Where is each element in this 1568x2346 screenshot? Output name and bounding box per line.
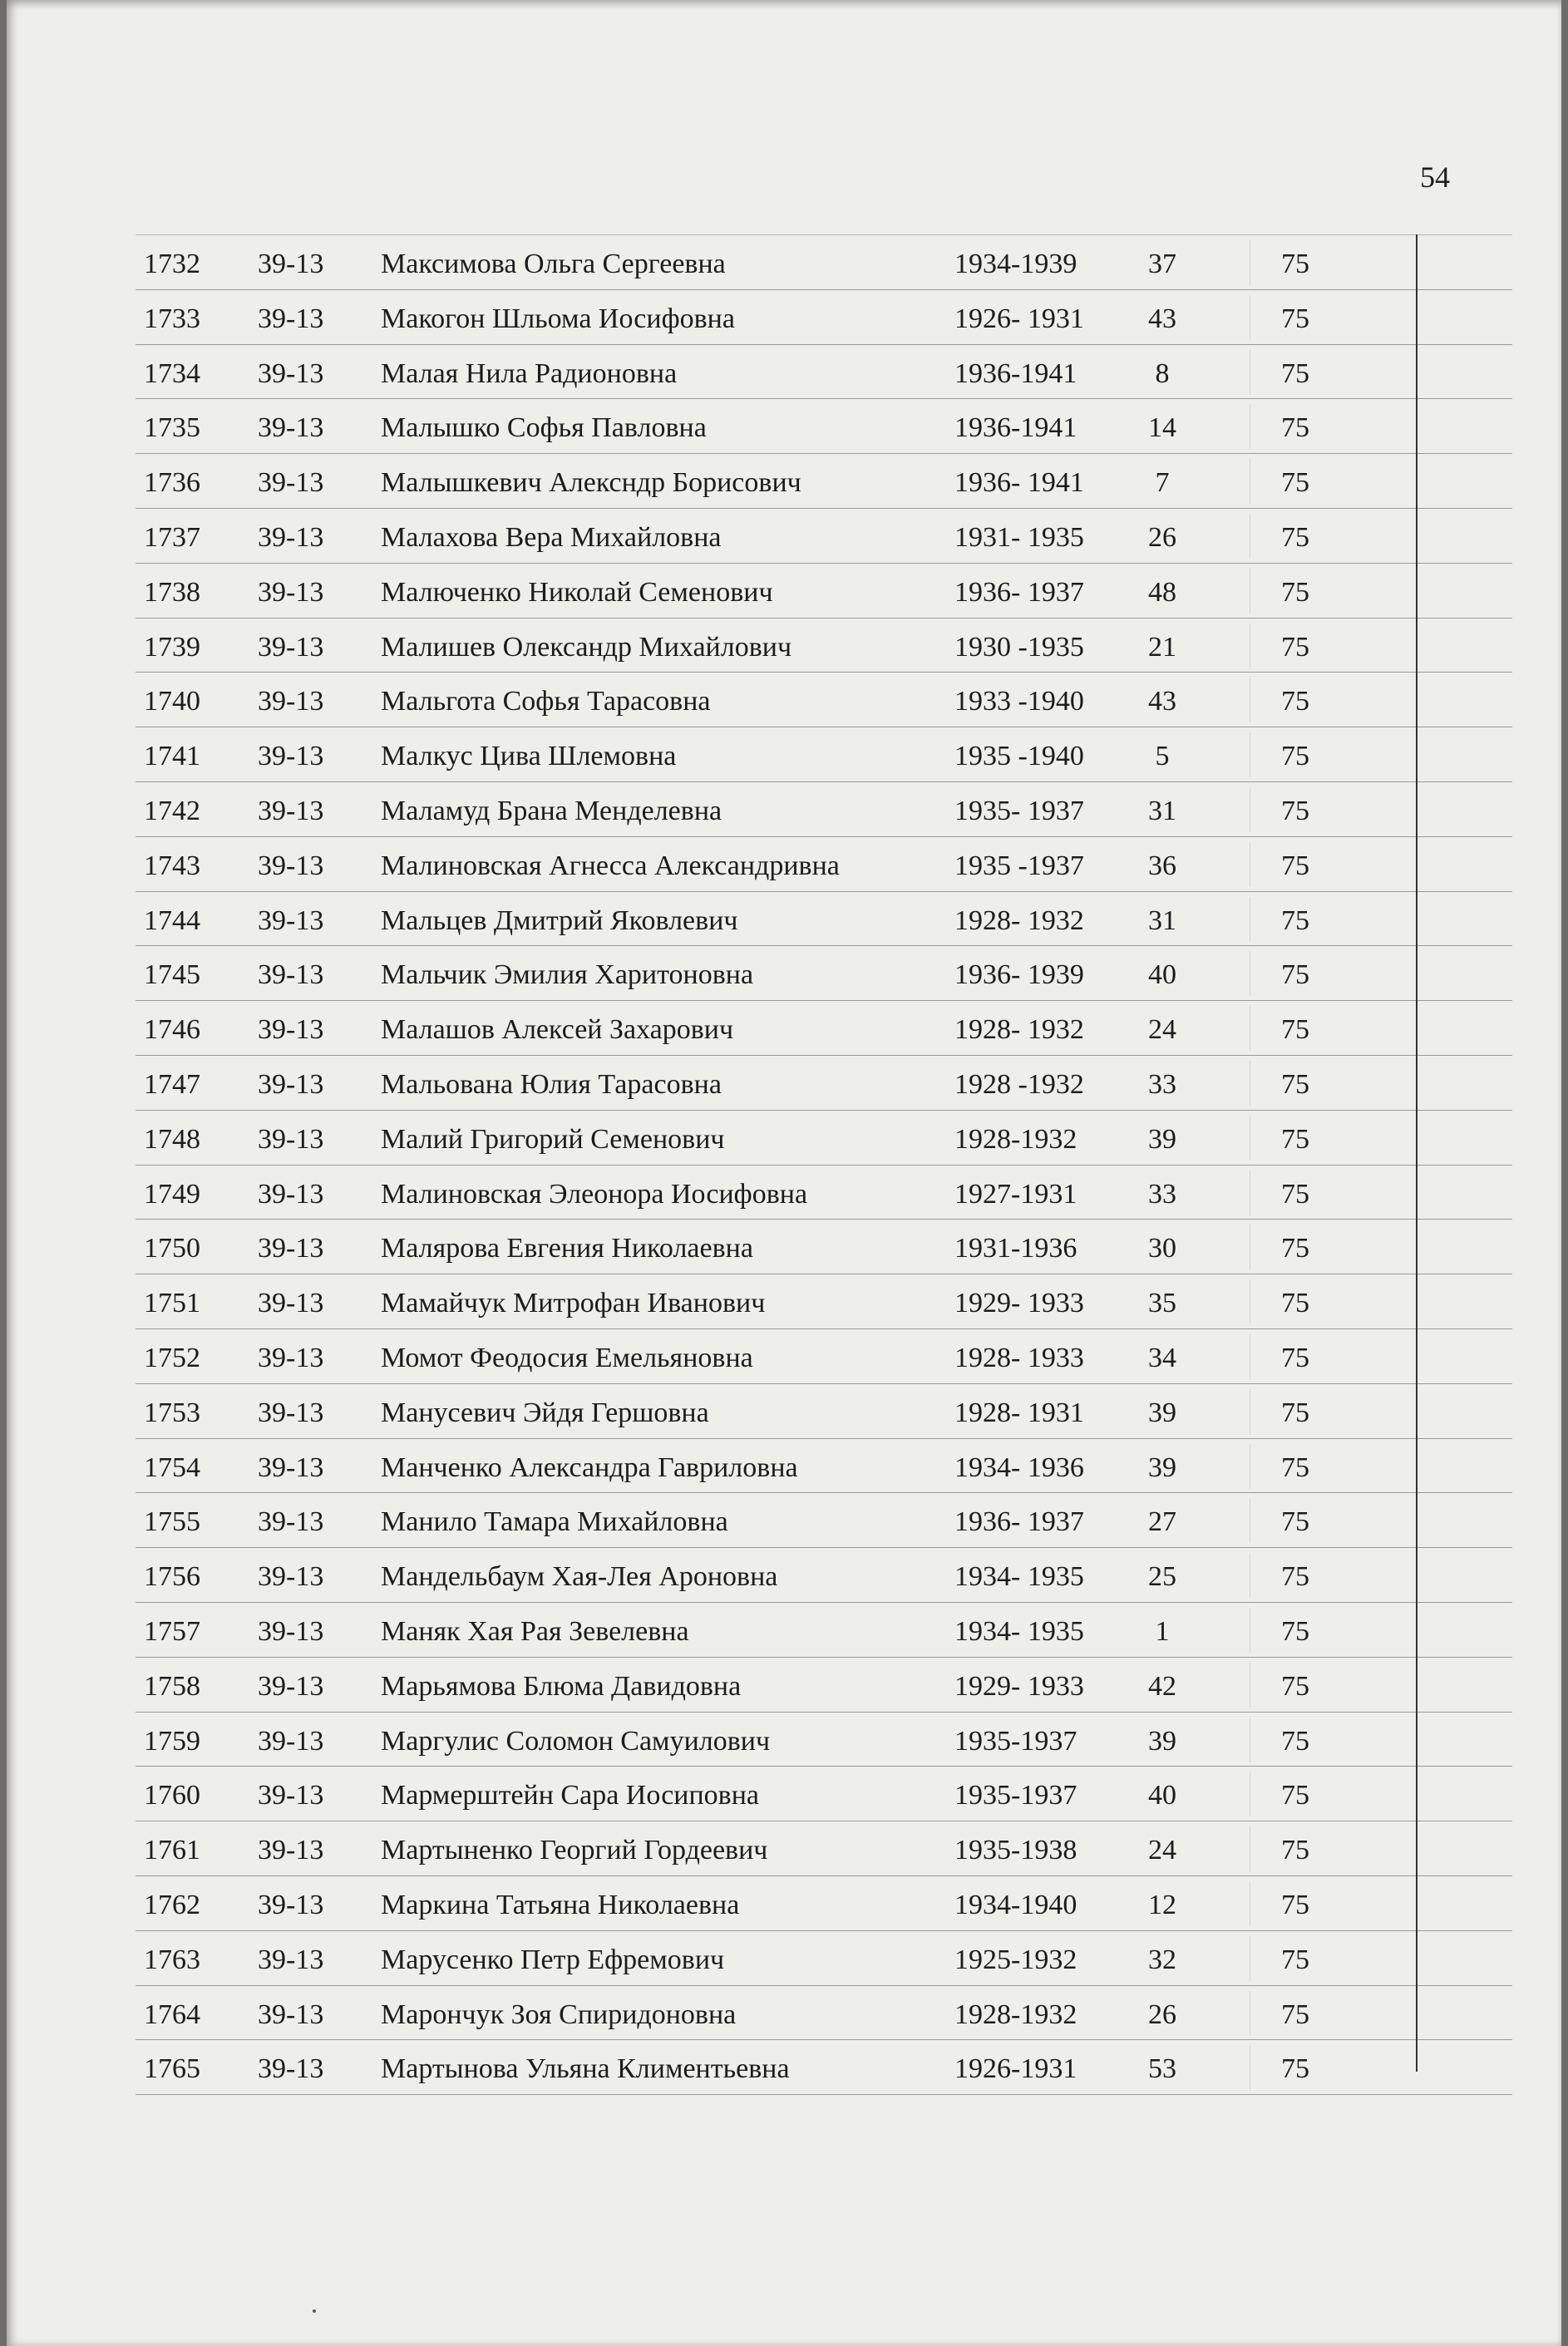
- fund-code: 39-13: [258, 2053, 324, 2085]
- retention-term: 75: [1281, 1178, 1309, 1210]
- fund-code: 39-13: [258, 1725, 324, 1757]
- retention-term: 75: [1281, 1288, 1309, 1319]
- fund-code: 39-13: [258, 1397, 324, 1428]
- person-name: Мартыненко Георгий Гордеевич: [381, 1835, 768, 1866]
- record-number: 1742: [144, 795, 200, 826]
- sheet-count: 39: [1148, 1397, 1176, 1428]
- table-row: [136, 1821, 1512, 1876]
- table-row: [136, 837, 1512, 892]
- sheet-count: 33: [1148, 1178, 1176, 1210]
- years-range: 1926-1931: [954, 2053, 1077, 2085]
- sheet-count: 36: [1148, 850, 1176, 881]
- person-name: Момот Феодосия Емельяновна: [381, 1342, 753, 1373]
- fund-code: 39-13: [258, 1068, 324, 1100]
- years-range: 1934- 1935: [954, 1615, 1084, 1647]
- years-range: 1934-1940: [954, 1889, 1077, 1920]
- record-number: 1751: [144, 1288, 200, 1319]
- retention-term: 75: [1281, 741, 1309, 772]
- table-row: [136, 1274, 1512, 1329]
- table-row: [136, 290, 1512, 345]
- fund-code: 39-13: [258, 795, 324, 826]
- fund-code: 39-13: [258, 850, 324, 881]
- sheet-count: 26: [1148, 521, 1176, 553]
- table-row: [136, 1056, 1512, 1111]
- record-number: 1737: [144, 521, 200, 553]
- retention-term: 75: [1281, 631, 1309, 663]
- table-row: [136, 1111, 1512, 1166]
- person-name: Малашов Алексей Захарович: [381, 1014, 734, 1046]
- fund-code: 39-13: [258, 1615, 324, 1647]
- fund-code: 39-13: [258, 249, 324, 279]
- years-range: 1934-1939: [954, 249, 1077, 279]
- sheet-count: 34: [1148, 1342, 1176, 1373]
- person-name: Маркина Татьяна Николаевна: [381, 1889, 740, 1920]
- record-number: 1740: [144, 686, 200, 717]
- person-name: Малюченко Николай Семенович: [381, 576, 773, 608]
- years-range: 1930 -1935: [954, 631, 1084, 663]
- sheet-count: 1: [1155, 1615, 1170, 1647]
- retention-term: 75: [1281, 850, 1309, 881]
- person-name: Малишев Олександр Михайлович: [381, 631, 792, 663]
- fund-code: 39-13: [258, 1780, 324, 1811]
- record-number: 1753: [144, 1397, 200, 1428]
- sheet-count: 37: [1148, 249, 1176, 279]
- table-row: [136, 892, 1512, 947]
- years-range: 1936- 1939: [954, 959, 1084, 991]
- record-number: 1754: [144, 1451, 200, 1483]
- person-name: Малкус Цива Шлемовна: [381, 741, 677, 772]
- fund-code: 39-13: [258, 1178, 324, 1210]
- person-name: Малая Нила Радионовна: [381, 357, 678, 389]
- table-row: [136, 235, 1512, 290]
- fund-code: 39-13: [258, 631, 324, 663]
- sheet-count: 12: [1148, 1889, 1176, 1920]
- years-range: 1931-1936: [954, 1233, 1077, 1264]
- fund-code: 39-13: [258, 1889, 324, 1920]
- years-range: 1928- 1933: [954, 1342, 1084, 1373]
- table-row: [136, 1658, 1512, 1713]
- sheet-count: 5: [1155, 741, 1170, 772]
- retention-term: 75: [1281, 249, 1309, 279]
- retention-term: 75: [1281, 467, 1309, 499]
- sheet-count: 27: [1148, 1506, 1176, 1538]
- record-number: 1738: [144, 576, 200, 608]
- years-range: 1936-1941: [954, 412, 1077, 444]
- record-number: 1755: [144, 1506, 200, 1538]
- record-number: 1763: [144, 1944, 200, 1975]
- record-number: 1760: [144, 1780, 200, 1811]
- fund-code: 39-13: [258, 1014, 324, 1046]
- years-range: 1935 -1937: [954, 850, 1084, 881]
- fund-code: 39-13: [258, 686, 324, 717]
- record-number: 1736: [144, 467, 200, 499]
- table-row: [136, 1384, 1512, 1439]
- retention-term: 75: [1281, 412, 1309, 444]
- years-range: 1931- 1935: [954, 521, 1084, 553]
- fund-code: 39-13: [258, 1288, 324, 1319]
- fund-code: 39-13: [258, 303, 324, 334]
- retention-term: 75: [1281, 576, 1309, 608]
- table-row: [136, 2040, 1512, 2095]
- fund-code: 39-13: [258, 1123, 324, 1155]
- sheet-count: 43: [1148, 686, 1176, 717]
- person-name: Марусенко Петр Ефремович: [381, 1944, 725, 1975]
- sheet-count: 8: [1155, 357, 1170, 389]
- table-row: [136, 1329, 1512, 1384]
- years-range: 1936- 1937: [954, 1506, 1084, 1538]
- retention-term: 75: [1281, 1561, 1309, 1593]
- person-name: Малышко Софья Павловна: [381, 412, 707, 444]
- person-name: Мальгота Софья Тарасовна: [381, 686, 711, 717]
- retention-term: 75: [1281, 303, 1309, 334]
- retention-term: 75: [1281, 1451, 1309, 1483]
- table-row: [136, 1931, 1512, 1986]
- years-range: 1936- 1941: [954, 467, 1084, 499]
- sheet-count: 7: [1155, 467, 1170, 499]
- years-range: 1928- 1931: [954, 1397, 1084, 1428]
- document-page: [7, 0, 1561, 2346]
- table-row: [136, 1603, 1512, 1658]
- record-number: 1749: [144, 1178, 200, 1210]
- retention-term: 75: [1281, 1014, 1309, 1046]
- table-row: [136, 946, 1512, 1001]
- fund-code: 39-13: [258, 467, 324, 499]
- fund-code: 39-13: [258, 1561, 324, 1593]
- years-range: 1925-1932: [954, 1944, 1077, 1975]
- table-row: [136, 1001, 1512, 1056]
- retention-term: 75: [1281, 1123, 1309, 1155]
- table-row: [136, 1986, 1512, 2041]
- record-number: 1735: [144, 412, 200, 444]
- table-row: [136, 1876, 1512, 1931]
- table-right-border: [1416, 234, 1418, 2072]
- record-number: 1734: [144, 357, 200, 389]
- sheet-count: 14: [1148, 412, 1176, 444]
- years-range: 1934- 1936: [954, 1451, 1084, 1483]
- sheet-count: 48: [1148, 576, 1176, 608]
- fund-code: 39-13: [258, 576, 324, 608]
- record-number: 1756: [144, 1561, 200, 1593]
- table-row: [136, 454, 1512, 509]
- table-row: [136, 1767, 1512, 1821]
- table-row: [136, 1220, 1512, 1274]
- record-number: 1744: [144, 904, 200, 936]
- record-number: 1741: [144, 741, 200, 772]
- person-name: Марончук Зоя Спиридоновна: [381, 1999, 737, 2030]
- retention-term: 75: [1281, 1999, 1309, 2030]
- retention-term: 75: [1281, 1233, 1309, 1264]
- years-range: 1936- 1937: [954, 576, 1084, 608]
- fund-code: 39-13: [258, 904, 324, 936]
- table-row: [136, 727, 1512, 782]
- retention-term: 75: [1281, 1835, 1309, 1866]
- retention-term: 75: [1281, 2053, 1309, 2085]
- retention-term: 75: [1281, 1506, 1309, 1538]
- retention-term: 75: [1281, 1670, 1309, 1702]
- person-name: Мальована Юлия Тарасовна: [381, 1068, 722, 1100]
- sheet-count: 40: [1148, 1780, 1176, 1811]
- sheet-count: 43: [1148, 303, 1176, 334]
- years-range: 1936-1941: [954, 357, 1077, 389]
- sheet-count: 39: [1148, 1123, 1176, 1155]
- person-name: Марьямова Блюма Давидовна: [381, 1670, 742, 1702]
- table-row: [136, 1548, 1512, 1603]
- retention-term: 75: [1281, 1342, 1309, 1373]
- fund-code: 39-13: [258, 1233, 324, 1264]
- retention-term: 75: [1281, 1068, 1309, 1100]
- sheet-count: 42: [1148, 1670, 1176, 1702]
- years-range: 1935-1938: [954, 1835, 1077, 1866]
- record-number: 1747: [144, 1068, 200, 1100]
- years-range: 1935- 1937: [954, 795, 1084, 826]
- person-name: Манусевич Эйдя Гершовна: [381, 1397, 709, 1428]
- record-number: 1758: [144, 1670, 200, 1702]
- fund-code: 39-13: [258, 1999, 324, 2030]
- record-number: 1739: [144, 631, 200, 663]
- sheet-count: 31: [1148, 795, 1176, 826]
- person-name: Малышкевич Алексндр Борисович: [381, 467, 801, 499]
- sheet-count: 39: [1148, 1451, 1176, 1483]
- record-number: 1761: [144, 1835, 200, 1866]
- years-range: 1928 -1932: [954, 1068, 1084, 1100]
- fund-code: 39-13: [258, 959, 324, 991]
- fund-code: 39-13: [258, 412, 324, 444]
- years-range: 1928-1932: [954, 1999, 1077, 2030]
- record-number: 1759: [144, 1725, 200, 1757]
- sheet-count: 30: [1148, 1233, 1176, 1264]
- years-range: 1928- 1932: [954, 904, 1084, 936]
- person-name: Маняк Хая Рая Зевелевна: [381, 1615, 689, 1647]
- record-number: 1764: [144, 1999, 200, 2030]
- years-range: 1935-1937: [954, 1780, 1077, 1811]
- sheet-count: 32: [1148, 1944, 1176, 1975]
- person-name: Манченко Александра Гавриловна: [381, 1451, 798, 1483]
- sheet-count: 39: [1148, 1725, 1176, 1757]
- retention-term: 75: [1281, 1780, 1309, 1811]
- table-row: [136, 782, 1512, 837]
- table-row: [136, 345, 1512, 400]
- person-name: Маламуд Брана Менделевна: [381, 795, 722, 826]
- years-range: 1926- 1931: [954, 303, 1084, 334]
- retention-term: 75: [1281, 357, 1309, 389]
- years-range: 1935-1937: [954, 1725, 1077, 1757]
- person-name: Макогон Шльома Иосифовна: [381, 303, 735, 334]
- person-name: Мальцев Дмитрий Яковлевич: [381, 904, 738, 936]
- sheet-count: 24: [1148, 1014, 1176, 1046]
- person-name: Мальчик Эмилия Харитоновна: [381, 959, 754, 991]
- record-number: 1733: [144, 303, 200, 334]
- record-number: 1757: [144, 1615, 200, 1647]
- person-name: Малярова Евгения Николаевна: [381, 1233, 753, 1264]
- table-row: [136, 1439, 1512, 1494]
- record-number: 1745: [144, 959, 200, 991]
- sheet-count: 31: [1148, 904, 1176, 936]
- records-table: [136, 234, 1512, 2095]
- person-name: Малиновская Агнесса Александривна: [381, 850, 840, 881]
- table-row: [136, 673, 1512, 727]
- record-number: 1748: [144, 1123, 200, 1155]
- page-number: 54: [1420, 160, 1450, 194]
- retention-term: 75: [1281, 1615, 1309, 1647]
- retention-term: 75: [1281, 1397, 1309, 1428]
- sheet-count: 35: [1148, 1288, 1176, 1319]
- person-name: Малий Григорий Семенович: [381, 1123, 725, 1155]
- table-row: [136, 399, 1512, 454]
- retention-term: 75: [1281, 959, 1309, 991]
- table-row: [136, 619, 1512, 673]
- person-name: Мармерштейн Сара Иосиповна: [381, 1780, 760, 1811]
- years-range: 1928-1932: [954, 1123, 1077, 1155]
- table-row: [136, 1166, 1512, 1220]
- sheet-count: 33: [1148, 1068, 1176, 1100]
- retention-term: 75: [1281, 521, 1309, 553]
- person-name: Мандельбаум Хая-Лея Ароновна: [381, 1561, 778, 1593]
- fund-code: 39-13: [258, 1835, 324, 1866]
- sheet-count: 25: [1148, 1561, 1176, 1593]
- record-number: 1752: [144, 1342, 200, 1373]
- record-number: 1750: [144, 1233, 200, 1264]
- person-name: Максимова Ольга Сергеевна: [381, 249, 726, 279]
- record-number: 1762: [144, 1889, 200, 1920]
- fund-code: 39-13: [258, 1506, 324, 1538]
- table-row: [136, 1493, 1512, 1548]
- person-name: Малиновская Элеонора Иосифовна: [381, 1178, 808, 1210]
- table-row: [136, 1713, 1512, 1767]
- fund-code: 39-13: [258, 521, 324, 553]
- retention-term: 75: [1281, 1944, 1309, 1975]
- page-speck: [313, 2309, 316, 2313]
- sheet-count: 24: [1148, 1835, 1176, 1866]
- sheet-count: 53: [1148, 2053, 1176, 2085]
- fund-code: 39-13: [258, 1670, 324, 1702]
- person-name: Маргулис Соломон Самуилович: [381, 1725, 771, 1757]
- retention-term: 75: [1281, 1889, 1309, 1920]
- retention-term: 75: [1281, 1725, 1309, 1757]
- person-name: Малахова Вера Михайловна: [381, 521, 722, 553]
- years-range: 1933 -1940: [954, 686, 1084, 717]
- retention-term: 75: [1281, 904, 1309, 936]
- record-number: 1743: [144, 850, 200, 881]
- years-range: 1935 -1940: [954, 741, 1084, 772]
- fund-code: 39-13: [258, 1944, 324, 1975]
- fund-code: 39-13: [258, 357, 324, 389]
- record-number: 1765: [144, 2053, 200, 2085]
- years-range: 1929- 1933: [954, 1670, 1084, 1702]
- person-name: Мартынова Ульяна Климентьевна: [381, 2053, 790, 2085]
- fund-code: 39-13: [258, 1342, 324, 1373]
- person-name: Манило Тамара Михайловна: [381, 1506, 728, 1538]
- sheet-count: 26: [1148, 1999, 1176, 2030]
- sheet-count: 21: [1148, 631, 1176, 663]
- fund-code: 39-13: [258, 1451, 324, 1483]
- record-number: 1746: [144, 1014, 200, 1046]
- years-range: 1929- 1933: [954, 1288, 1084, 1319]
- fund-code: 39-13: [258, 741, 324, 772]
- record-number: 1732: [144, 249, 200, 279]
- table-row: [136, 509, 1512, 564]
- retention-term: 75: [1281, 686, 1309, 717]
- years-range: 1934- 1935: [954, 1561, 1084, 1593]
- years-range: 1927-1931: [954, 1178, 1077, 1210]
- sheet-count: 40: [1148, 959, 1176, 991]
- years-range: 1928- 1932: [954, 1014, 1084, 1046]
- retention-term: 75: [1281, 795, 1309, 826]
- person-name: Мамайчук Митрофан Иванович: [381, 1288, 766, 1319]
- table-row: [136, 564, 1512, 619]
